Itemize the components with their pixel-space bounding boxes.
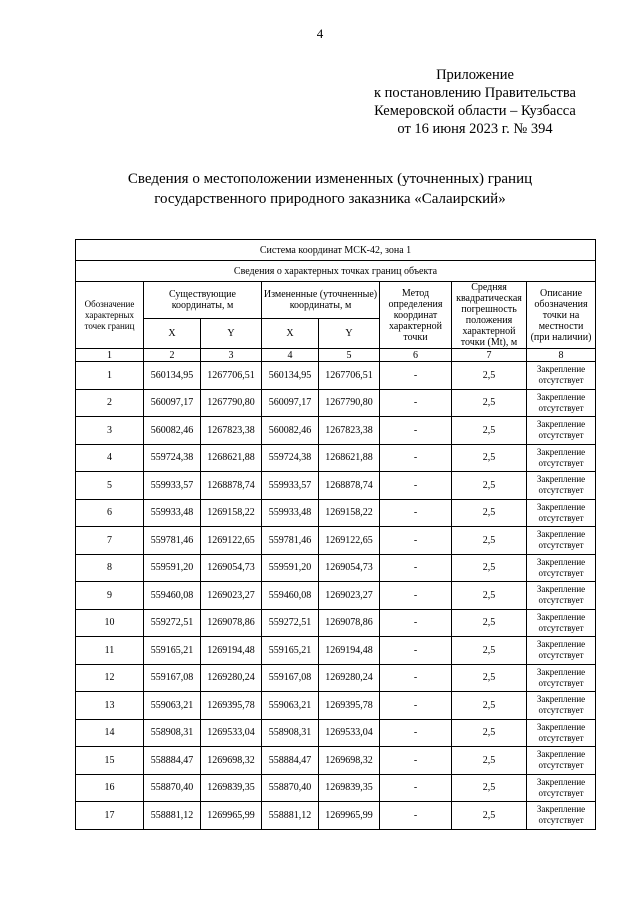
changed-y-cell: 1268878,74: [319, 472, 380, 500]
existing-y-cell: 1269054,73: [201, 554, 262, 582]
changed-y-cell: 1269533,04: [319, 719, 380, 747]
method-cell: -: [380, 472, 452, 500]
method-cell: -: [380, 774, 452, 802]
point-number-cell: 9: [76, 582, 144, 610]
changed-x-cell: 560097,17: [262, 389, 319, 417]
description-cell: Закрепление отсутствует: [527, 664, 596, 692]
appendix-line-3: Кемеровской области – Кузбасса: [374, 103, 576, 119]
method-cell: -: [380, 389, 452, 417]
changed-y-cell: 1269965,99: [319, 802, 380, 830]
table-row: [76, 774, 596, 802]
changed-y-cell: 1269194,48: [319, 637, 380, 665]
point-number-cell: 8: [76, 554, 144, 582]
method-cell: -: [380, 609, 452, 637]
changed-x-cell: 558870,40: [262, 774, 319, 802]
existing-y-cell: 1269023,27: [201, 582, 262, 610]
existing-x-cell: 558870,40: [144, 774, 201, 802]
appendix-block: [355, 66, 595, 138]
changed-y-cell: 1269839,35: [319, 774, 380, 802]
description-cell: Закрепление отсутствует: [527, 609, 596, 637]
existing-y-cell: 1269965,99: [201, 802, 262, 830]
title-line-2: государственного природного заказника «Салаирский»: [154, 191, 506, 207]
changed-x-cell: 559460,08: [262, 582, 319, 610]
method-cell: -: [380, 527, 452, 555]
column-number: 8: [527, 349, 596, 362]
existing-y-cell: 1268621,88: [201, 444, 262, 472]
changed-x-cell: 558881,12: [262, 802, 319, 830]
table-row: [76, 637, 596, 665]
changed-y-cell: 1269280,24: [319, 664, 380, 692]
existing-y-cell: 1269839,35: [201, 774, 262, 802]
changed-y-cell: 1269698,32: [319, 747, 380, 775]
header-changed-y: Y: [319, 319, 380, 349]
header-existing-coords: Существующие координаты, м: [144, 282, 262, 319]
point-number-cell: 4: [76, 444, 144, 472]
error-cell: 2,5: [452, 389, 527, 417]
error-cell: 2,5: [452, 637, 527, 665]
existing-x-cell: 559933,48: [144, 499, 201, 527]
method-cell: -: [380, 692, 452, 720]
changed-x-cell: 558908,31: [262, 719, 319, 747]
column-number: 1: [76, 349, 144, 362]
description-cell: Закрепление отсутствует: [527, 692, 596, 720]
header-method: Метод определения координат характерной точки: [380, 282, 452, 349]
description-cell: Закрепление отсутствует: [527, 774, 596, 802]
point-number-cell: 7: [76, 527, 144, 555]
table-row: [76, 499, 596, 527]
existing-x-cell: 560082,46: [144, 417, 201, 445]
changed-y-cell: 1269054,73: [319, 554, 380, 582]
changed-y-cell: 1269122,65: [319, 527, 380, 555]
method-cell: -: [380, 747, 452, 775]
method-cell: -: [380, 719, 452, 747]
changed-x-cell: 560082,46: [262, 417, 319, 445]
changed-x-cell: 559724,38: [262, 444, 319, 472]
header-description: Описание обозначения точки на местности (при наличии): [527, 282, 596, 349]
existing-x-cell: 560134,95: [144, 362, 201, 390]
description-cell: Закрепление отсутствует: [527, 499, 596, 527]
point-number-cell: 15: [76, 747, 144, 775]
table-row: [76, 582, 596, 610]
existing-x-cell: 559167,08: [144, 664, 201, 692]
existing-x-cell: 559724,38: [144, 444, 201, 472]
header-changed-coords: Измененные (уточненные) координаты, м: [262, 282, 380, 319]
method-cell: -: [380, 417, 452, 445]
changed-y-cell: 1267790,80: [319, 389, 380, 417]
header-changed-x: X: [262, 319, 319, 349]
error-cell: 2,5: [452, 362, 527, 390]
changed-x-cell: 560134,95: [262, 362, 319, 390]
changed-x-cell: 559591,20: [262, 554, 319, 582]
point-number-cell: 13: [76, 692, 144, 720]
point-number-cell: 1: [76, 362, 144, 390]
method-cell: -: [380, 554, 452, 582]
point-number-cell: 6: [76, 499, 144, 527]
document-title: [40, 169, 620, 209]
existing-x-cell: 558908,31: [144, 719, 201, 747]
description-cell: Закрепление отсутствует: [527, 719, 596, 747]
description-cell: Закрепление отсутствует: [527, 472, 596, 500]
existing-x-cell: 559460,08: [144, 582, 201, 610]
table-row: [76, 362, 596, 390]
existing-y-cell: 1269194,48: [201, 637, 262, 665]
column-number: 5: [319, 349, 380, 362]
table-row: [76, 472, 596, 500]
point-number-cell: 3: [76, 417, 144, 445]
changed-y-cell: 1269395,78: [319, 692, 380, 720]
table-row: [76, 389, 596, 417]
page-number: 4: [316, 26, 324, 41]
point-number-cell: 10: [76, 609, 144, 637]
table-row: [76, 719, 596, 747]
existing-x-cell: 559063,21: [144, 692, 201, 720]
changed-x-cell: 559933,48: [262, 499, 319, 527]
error-cell: 2,5: [452, 747, 527, 775]
point-number-cell: 17: [76, 802, 144, 830]
error-cell: 2,5: [452, 664, 527, 692]
existing-y-cell: 1269395,78: [201, 692, 262, 720]
existing-x-cell: 560097,17: [144, 389, 201, 417]
existing-x-cell: 559933,57: [144, 472, 201, 500]
description-cell: Закрепление отсутствует: [527, 802, 596, 830]
table-row: [76, 554, 596, 582]
table-row: [76, 609, 596, 637]
changed-x-cell: 559272,51: [262, 609, 319, 637]
table-row: [76, 527, 596, 555]
table-row: [76, 747, 596, 775]
existing-y-cell: 1269078,86: [201, 609, 262, 637]
method-cell: -: [380, 637, 452, 665]
description-cell: Закрепление отсутствует: [527, 637, 596, 665]
column-number: 7: [452, 349, 527, 362]
method-cell: -: [380, 362, 452, 390]
header-existing-x: X: [144, 319, 201, 349]
points-caption: Сведения о характерных точках границ объекта: [76, 261, 596, 282]
existing-y-cell: 1268878,74: [201, 472, 262, 500]
description-cell: Закрепление отсутствует: [527, 582, 596, 610]
existing-x-cell: 558881,12: [144, 802, 201, 830]
existing-y-cell: 1269533,04: [201, 719, 262, 747]
existing-x-cell: 558884,47: [144, 747, 201, 775]
error-cell: 2,5: [452, 472, 527, 500]
changed-x-cell: 559781,46: [262, 527, 319, 555]
method-cell: -: [380, 444, 452, 472]
description-cell: Закрепление отсутствует: [527, 444, 596, 472]
method-cell: -: [380, 582, 452, 610]
table-row: [76, 417, 596, 445]
error-cell: 2,5: [452, 527, 527, 555]
description-cell: Закрепление отсутствует: [527, 389, 596, 417]
column-number: 2: [144, 349, 201, 362]
description-cell: Закрепление отсутствует: [527, 527, 596, 555]
changed-y-cell: 1269158,22: [319, 499, 380, 527]
changed-y-cell: 1269078,86: [319, 609, 380, 637]
table-row: [76, 802, 596, 830]
existing-x-cell: 559165,21: [144, 637, 201, 665]
coord-system-caption: Система координат МСК-42, зона 1: [76, 240, 596, 261]
existing-x-cell: 559781,46: [144, 527, 201, 555]
header-existing-y: Y: [201, 319, 262, 349]
changed-x-cell: 559165,21: [262, 637, 319, 665]
changed-y-cell: 1269023,27: [319, 582, 380, 610]
column-number: 4: [262, 349, 319, 362]
existing-y-cell: 1267706,51: [201, 362, 262, 390]
point-number-cell: 11: [76, 637, 144, 665]
changed-x-cell: 559167,08: [262, 664, 319, 692]
error-cell: 2,5: [452, 609, 527, 637]
point-number-cell: 12: [76, 664, 144, 692]
error-cell: 2,5: [452, 802, 527, 830]
existing-y-cell: 1269122,65: [201, 527, 262, 555]
changed-y-cell: 1267823,38: [319, 417, 380, 445]
existing-y-cell: 1267790,80: [201, 389, 262, 417]
description-cell: Закрепление отсутствует: [527, 747, 596, 775]
appendix-line-1: Приложение: [436, 67, 514, 83]
error-cell: 2,5: [452, 417, 527, 445]
column-number: 6: [380, 349, 452, 362]
table-row: [76, 692, 596, 720]
error-cell: 2,5: [452, 719, 527, 747]
changed-y-cell: 1268621,88: [319, 444, 380, 472]
coordinates-table: [75, 239, 596, 830]
changed-y-cell: 1267706,51: [319, 362, 380, 390]
error-cell: 2,5: [452, 499, 527, 527]
title-line-1: Сведения о местоположении измененных (уточненных) границ: [127, 171, 533, 187]
changed-x-cell: 559063,21: [262, 692, 319, 720]
description-cell: Закрепление отсутствует: [527, 554, 596, 582]
table-row: [76, 664, 596, 692]
error-cell: 2,5: [452, 554, 527, 582]
method-cell: -: [380, 802, 452, 830]
existing-y-cell: 1269280,24: [201, 664, 262, 692]
existing-x-cell: 559272,51: [144, 609, 201, 637]
existing-y-cell: 1269158,22: [201, 499, 262, 527]
method-cell: -: [380, 499, 452, 527]
point-number-cell: 5: [76, 472, 144, 500]
method-cell: -: [380, 664, 452, 692]
description-cell: Закрепление отсутствует: [527, 362, 596, 390]
header-error: Средняя квадратическая погрешность положения характерной точки (Mt), м: [452, 282, 527, 349]
error-cell: 2,5: [452, 444, 527, 472]
existing-y-cell: 1269698,32: [201, 747, 262, 775]
existing-x-cell: 559591,20: [144, 554, 201, 582]
appendix-line-2: к постановлению Правительства: [374, 85, 576, 101]
table-row: [76, 444, 596, 472]
error-cell: 2,5: [452, 582, 527, 610]
point-number-cell: 2: [76, 389, 144, 417]
existing-y-cell: 1267823,38: [201, 417, 262, 445]
appendix-line-4: от 16 июня 2023 г. № 394: [397, 121, 553, 137]
column-number: 3: [201, 349, 262, 362]
point-number-cell: 14: [76, 719, 144, 747]
changed-x-cell: 559933,57: [262, 472, 319, 500]
error-cell: 2,5: [452, 774, 527, 802]
changed-x-cell: 558884,47: [262, 747, 319, 775]
header-designation: Обозначение характерных точек границ: [76, 282, 144, 349]
point-number-cell: 16: [76, 774, 144, 802]
description-cell: Закрепление отсутствует: [527, 417, 596, 445]
error-cell: 2,5: [452, 692, 527, 720]
